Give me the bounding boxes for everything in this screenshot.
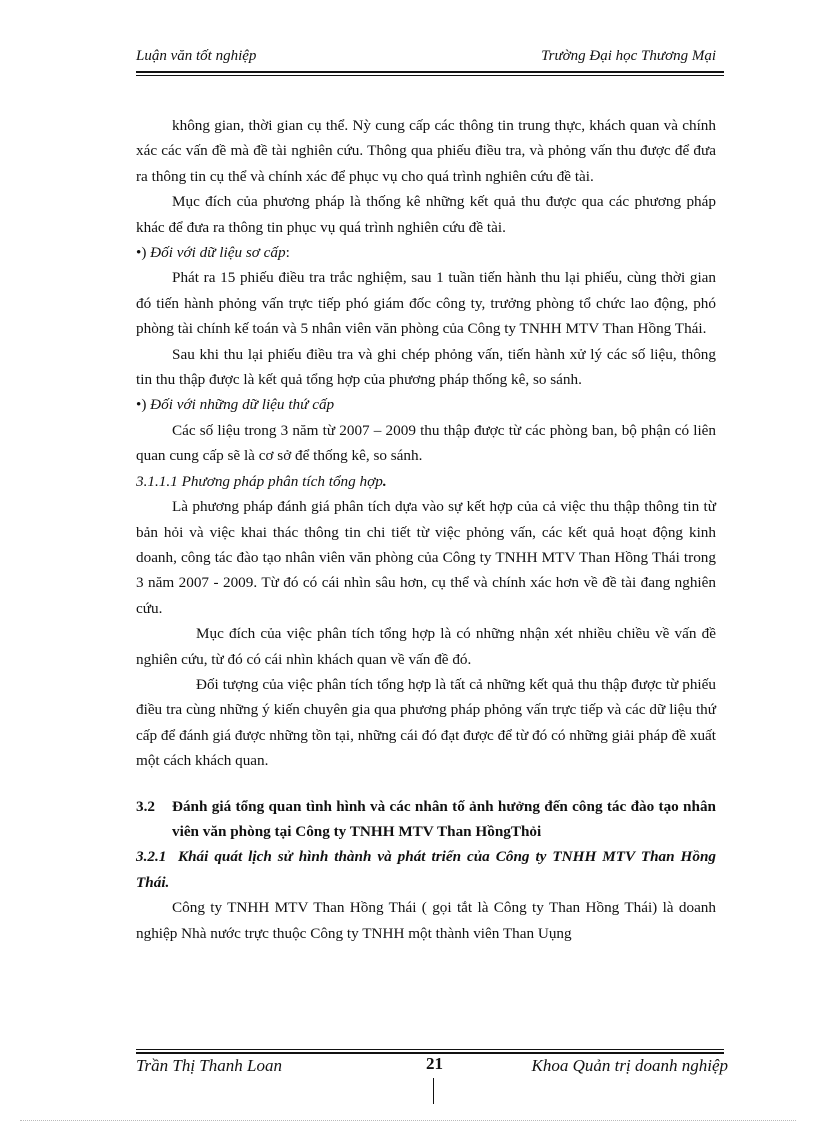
header-university: Trường Đại học Thương Mại (541, 48, 716, 64)
bullet-colon: : (285, 244, 290, 262)
subsection-heading-text: 3.1.1.1 Phương pháp phân tích tổng hợp (136, 472, 383, 490)
footer-department: Khoa Quản trị doanh nghiệp (531, 1056, 728, 1075)
section-gap (136, 774, 716, 794)
header-rule-thin (136, 75, 724, 76)
bullet-primary-data (136, 240, 716, 265)
section-title: Đánh giá tổng quan tình hình và các nhân tố ảnh hưởng đến công tác đào tạo nhân viên văn phòng tại Công ty TNHH MTV Than HồngThỏi (172, 797, 716, 840)
paragraph-5: Các số liệu trong 3 năm từ 2007 – 2009 thu thập được từ các phòng ban, bộ phận có liên quan cung cấp sẽ là cơ sở để thống kê, so sánh. (136, 421, 716, 465)
paragraph-1: không gian, thời gian cụ thể. Nỳ cung cấp các thông tin trung thực, khách quan và chính xác các vấn đề mà đề tài nghiên cứu. Thông qua phiếu điều tra, và phỏng vấn thu được để đưa ra thông tin cụ thể và chính xác để phục vụ cho quá trình nghiên cứu đề tài. (136, 117, 716, 185)
subsection-number: 3.2.1 (136, 848, 167, 866)
paragraph-7: Mục đích của việc phân tích tổng hợp là có những nhận xét nhiều chiều về vấn đề nghiên cứu, từ đó có cái nhìn khách quan về vấn đề đó. (136, 625, 716, 668)
bullet-mark: •) (136, 396, 147, 414)
paragraph-6: Là phương pháp đánh giá phân tích dựa vào sự kết hợp của cả việc thu thập thông tin từ bản hỏi và việc khai thác thông tin chi tiết từ việc phỏng vấn, các kết quả hoạt động kinh doanh, công tác đào tạo nhân viên văn phòng của Công ty TNHH MTV Than Hồng Thái trong 3 năm 2007 - 2009. Từ đó có cái nhìn sâu hơn, cụ thể và chính xác hơn về đề tài đang nghiên cứu. (136, 498, 716, 617)
header-thesis-label: Luận văn tốt nghiệp (136, 48, 257, 64)
section-heading (136, 794, 716, 845)
section-number: 3.2 (136, 797, 155, 815)
subsection-heading-dot: . (382, 472, 387, 490)
footer-divider (433, 1078, 434, 1104)
bullet-mark: •) (136, 244, 147, 262)
bullet-secondary-label: Đối với những dữ liệu thứ cấp (150, 396, 335, 414)
subsection-3-2-1-heading (136, 844, 716, 895)
bullet-primary-label: Đối với dữ liệu sơ cấp (150, 244, 286, 262)
header-rule (136, 71, 724, 73)
page-number: 21 (426, 1054, 443, 1073)
paragraph-4: Sau khi thu lại phiếu điều tra và ghi chép phỏng vấn, tiến hành xử lý các số liệu, thông tin thu thập được là kết quả tổng hợp của phương pháp thống kê, so sánh. (136, 345, 716, 389)
footer-author: Trần Thị Thanh Loan (136, 1056, 282, 1075)
paragraph-8: Đối tượng của việc phân tích tổng hợp là tất cả những kết quả thu thập được từ phiếu điều tra cùng những ý kiến chuyên gia qua phương pháp phỏng vấn trực tiếp và các dữ liệu thứ cấp để đánh giá được những tồn tại, những cái đó đạt được để từ đó có những giải pháp đề xuất một cách khách quan. (136, 675, 716, 770)
page-bottom-dotted-line (20, 1120, 796, 1121)
subsection-heading (136, 469, 716, 494)
page-header (136, 46, 716, 72)
subsection-title: Khái quát lịch sử hình thành và phát triển của Công ty TNHH MTV Than Hồng Thái. (136, 848, 716, 891)
page-body (136, 113, 716, 946)
paragraph-9: Công ty TNHH MTV Than Hồng Thái ( gọi tắt là Công ty Than Hồng Thái) là doanh nghiệp Nhà nước trực thuộc Công ty TNHH một thành viên Than Uụng (136, 899, 716, 942)
page-footer (136, 1052, 728, 1080)
footer-rule-thin (136, 1049, 724, 1050)
paragraph-3: Phát ra 15 phiếu điều tra trắc nghiệm, sau 1 tuần tiến hành thu lại phiếu, cùng thời gian đó tiến hành phỏng vấn trực tiếp phó giám đốc công ty, trưởng phòng tổ chức lao động, phó phòng tài chính kế toán và 5 nhân viên văn phòng của Công ty TNHH MTV Than Hồng Thái. (136, 269, 716, 338)
bullet-secondary-data (136, 392, 716, 417)
paragraph-2: Mục đích của phương pháp là thống kê những kết quả thu được qua các phương pháp khác để đưa ra thông tin phục vụ quá trình nghiên cứu đề tài. (136, 193, 716, 236)
